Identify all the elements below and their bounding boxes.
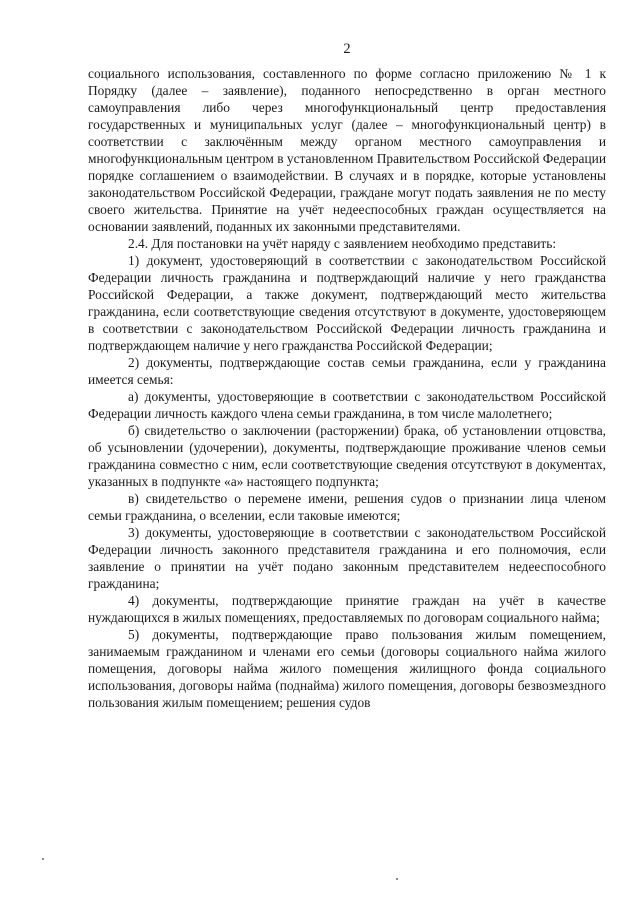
paragraph-intro-continuation: социального использования, составленного по форме согласно приложению № 1 к Порядку (далее – заявление), поданного непосредственно в орган местного самоуправления либо через многофункциональный центр предоставления государственных и муниципальных услуг (далее – многофункциональный центр) в соответствии с заключённым между органом местного самоуправления и многофункциональным центром в установленном Правительством Российской Федерации порядке соглашением о взаимодействии. В случаях и в порядке, которые установлены законодательством Российской Федерации, граждане могут подать заявления не по месту своего жительства. Принятие на учёт недееспособных граждан осуществляется на основании заявлений, поданных их законными представителями.: [88, 66, 606, 234]
page-number: 2: [343, 41, 351, 57]
list-item-2b: б) свидетельство о заключении (расторжении) брака, об установлении отцовства, об усыновлении (удочерении), документы, подтверждающие проживание членов семьи гражданина совместно с ним, если соответствующие сведения отсутствуют в документах, указанных в подпункте «а» настоящего подпункта;: [88, 423, 606, 489]
list-item-1: 1) документ, удостоверяющий в соответствии с законодательством Российской Федерации личность гражданина и подтверждающий наличие у него гражданства Российской Федерации, а также документ, подтверждающий место жительства гражданина, если соответствующие сведения отсутствуют в документе, удостоверяющем в соответствии с законодательством Российской Федерации личность гражданина и подтверждающем наличие у него гражданства Российской Федерации;: [88, 253, 606, 353]
list-item-3: 3) документы, удостоверяющие в соответствии с законодательством Российской Федерации личность законного представителя гражданина и его полномочия, если заявление о принятии на учёт подано законным представителем недееспособного гражданина;: [88, 525, 606, 591]
list-item-2c: в) свидетельство о перемене имени, решения судов о признании лица членом семьи гражданина, о вселении, если таковые имеются;: [88, 491, 606, 523]
document-page: [88, 40, 606, 711]
scan-speck: [42, 858, 44, 860]
list-item-4: 4) документы, подтверждающие принятие граждан на учёт в качестве нуждающихся в жилых помещениях, предоставляемых по договорам социального найма;: [88, 593, 606, 625]
list-item-2: 2) документы, подтверждающие состав семьи гражданина, если у гражданина имеется семья:: [88, 355, 606, 387]
list-item-5: 5) документы, подтверждающие право пользования жилым помещением, занимаемым гражданином и членами его семьи (договоры социального найма жилого помещения, договоры найма жилого помещения жилищного фонда социального использования, договоры найма (поднайма) жилого помещения, договоры безвозмездного пользования жилым помещением; решения судов: [88, 627, 606, 710]
document-body: [88, 65, 606, 711]
paragraph-2-4: 2.4. Для постановки на учёт наряду с заявлением необходимо представить:: [128, 236, 557, 251]
scan-speck: [396, 878, 398, 880]
list-item-2a: а) документы, удостоверяющие в соответствии с законодательством Российской Федерации личность каждого члена семьи гражданина, в том числе малолетнего;: [88, 389, 606, 421]
